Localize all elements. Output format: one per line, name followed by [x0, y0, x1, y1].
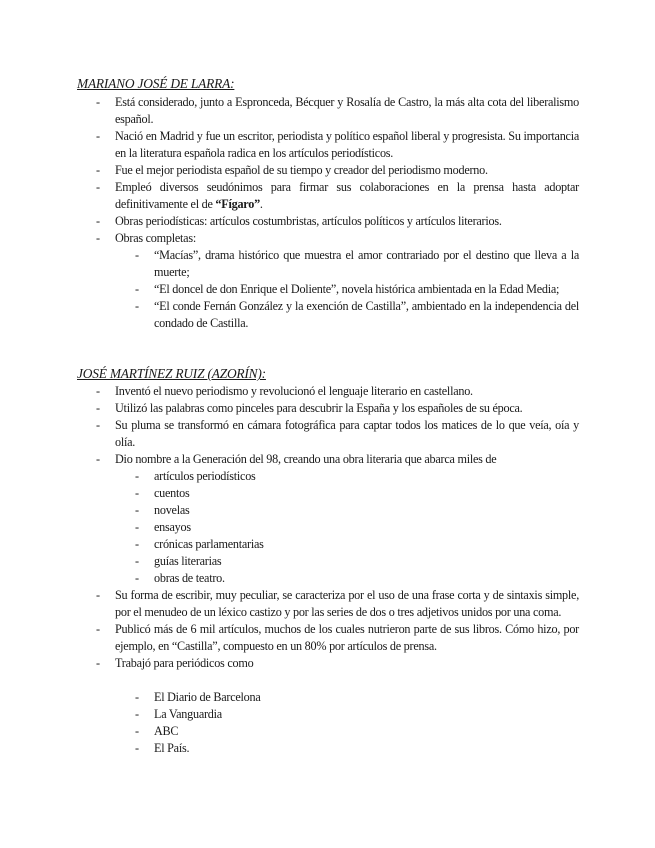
- work-item: - “Macías”, drama histórico que muestra el amor contrariado por el destino que lleva a la muerte;: [135, 248, 579, 279]
- bullet-dash: -: [135, 707, 139, 721]
- genre-item: - crónicas parlamentarias: [135, 537, 264, 551]
- list-item: - Publicó más de 6 mil artículos, muchos de los cuales nutrieron parte de sus libros. Cómo hizo, por ejemplo, en “Castilla”, compuesto en un 80% por artículos de prensa.: [96, 622, 579, 653]
- genre-item: - obras de teatro.: [135, 571, 225, 585]
- figaro-pseudonym: “Fígaro”: [215, 197, 260, 211]
- genre-item: - cuentos: [135, 486, 190, 500]
- newspaper-item: - ABC: [135, 724, 179, 738]
- bullet-dash: -: [135, 520, 139, 534]
- section-heading-azorin: JOSÉ MARTÍNEZ RUIZ (AZORÍN):: [77, 366, 266, 381]
- list-item: - Obras completas:: [96, 231, 196, 245]
- bullet-dash: -: [96, 231, 100, 245]
- bullet-dash: -: [135, 486, 139, 500]
- section-heading-larra: MARIANO JOSÉ DE LARRA:: [77, 76, 235, 91]
- bullet-dash: -: [96, 214, 100, 228]
- genre-item: - ensayos: [135, 520, 191, 534]
- azorin-list-b: [96, 587, 579, 672]
- work-item: - “El conde Fernán González y la exención de Castilla”, ambientado en la independencia del condado de Castilla.: [135, 299, 579, 330]
- list-item: - Nació en Madrid y fue un escritor, periodista y político español liberal y progresista. Su importancia en la literatura española radica en los artículos periodísticos.: [96, 129, 579, 160]
- bullet-dash: -: [135, 741, 139, 755]
- list-item: - Inventó el nuevo periodismo y revolucionó el lenguaje literario en castellano.: [96, 384, 473, 398]
- bullet-dash: -: [135, 554, 139, 568]
- list-item: - Fue el mejor periodista español de su tiempo y creador del periodismo moderno.: [96, 163, 488, 177]
- list-item: - Trabajó para periódicos como: [96, 656, 254, 670]
- bullet-dash: -: [135, 537, 139, 551]
- bullet-dash: -: [135, 571, 139, 585]
- newspaper-item: - La Vanguardia: [135, 707, 222, 721]
- list-item-figaro: - Empleó diversos seudónimos para firmar sus colaboraciones en la prensa hasta adoptar definitivamente el de “Fígaro”.: [96, 180, 579, 211]
- newspaper-item: - El Diario de Barcelona: [135, 690, 261, 704]
- bullet-dash: -: [135, 724, 139, 738]
- newspaper-item: - El País.: [135, 741, 190, 755]
- bullet-dash: -: [135, 248, 139, 262]
- azorin-newspapers-list: [135, 689, 579, 757]
- list-item: - Utilizó las palabras como pinceles para descubrir la España y los españoles de su época.: [96, 401, 523, 415]
- list-item: - Su forma de escribir, muy peculiar, se caracteriza por el uso de una frase corta y de sintaxis simple, por el menudeo de un léxico castizo y por las series de dos o tres adjetivos unidos por una coma.: [96, 588, 579, 619]
- work-item: - “El doncel de don Enrique el Doliente”, novela histórica ambientada en la Edad Media;: [135, 282, 560, 296]
- list-item: - Obras periodísticas: artículos costumbristas, artículos políticos y artículos literarios.: [96, 214, 502, 228]
- list-item: - Está considerado, junto a Espronceda, Bécquer y Rosalía de Castro, la más alta cota del liberalismo español.: [96, 95, 579, 126]
- bullet-dash: -: [96, 452, 100, 466]
- azorin-genres-list: [135, 468, 579, 587]
- genre-item: - artículos periodísticos: [135, 469, 256, 483]
- larra-list: [96, 94, 579, 247]
- bullet-dash: -: [96, 180, 100, 194]
- bullet-dash: -: [135, 469, 139, 483]
- genre-item: - novelas: [135, 503, 190, 517]
- bullet-dash: -: [96, 401, 100, 415]
- list-item: - Su pluma se transformó en cámara fotográfica para captar todos los matices de lo que veía, oía y olía.: [96, 418, 579, 449]
- larra-works-list: [135, 247, 579, 332]
- bullet-dash: -: [96, 163, 100, 177]
- bullet-dash: -: [135, 282, 139, 296]
- bullet-dash: -: [96, 656, 100, 670]
- bullet-dash: -: [96, 129, 100, 143]
- bullet-dash: -: [135, 690, 139, 704]
- bullet-dash: -: [135, 503, 139, 517]
- genre-item: - guías literarias: [135, 554, 222, 568]
- bullet-dash: -: [135, 299, 139, 313]
- azorin-list-a: [96, 383, 579, 468]
- bullet-dash: -: [96, 622, 100, 636]
- bullet-dash: -: [96, 384, 100, 398]
- bullet-dash: -: [96, 418, 100, 432]
- list-item: - Dio nombre a la Generación del 98, creando una obra literaria que abarca miles de: [96, 452, 497, 466]
- bullet-dash: -: [96, 95, 100, 109]
- bullet-dash: -: [96, 588, 100, 602]
